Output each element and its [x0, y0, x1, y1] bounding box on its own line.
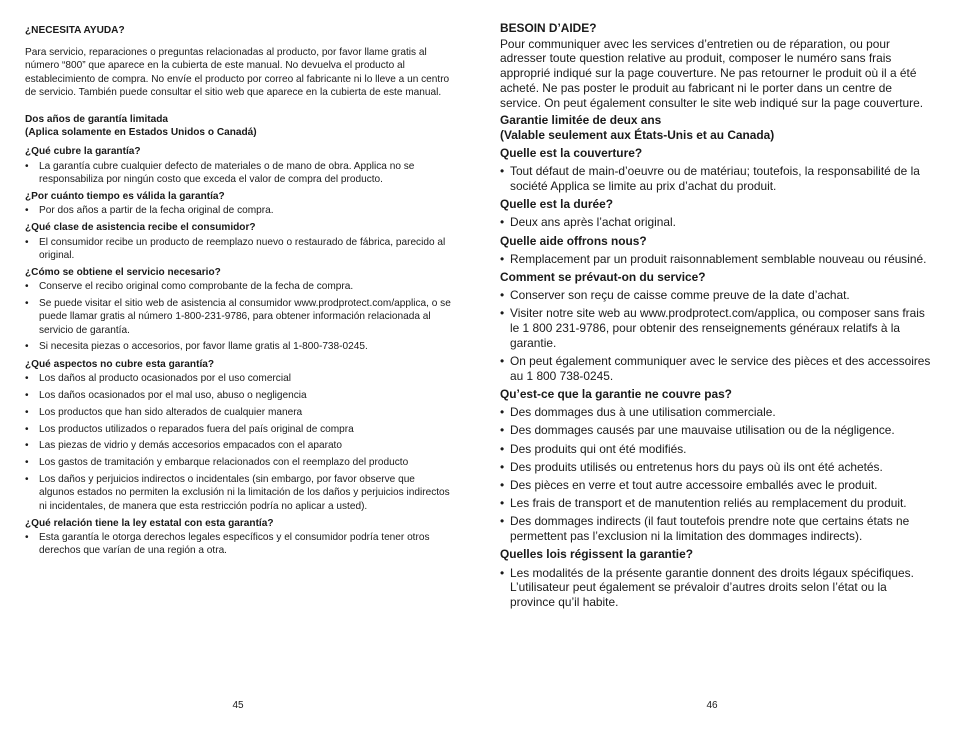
bullet-list [500, 164, 932, 193]
list-item: • Las piezas de vidrio y demás accesorios empacados con el aparato [25, 439, 451, 452]
list-item: • Remplacement par un produit raisonnablement semblable nouveau ou réusiné. [500, 252, 932, 267]
left-column [25, 24, 451, 557]
list-item: • Los productos que han sido alterados de cualquier manera [25, 406, 451, 419]
list-item: • Los daños ocasionados por el mal uso, abuso o negligencia [25, 389, 451, 402]
bullet-list [500, 252, 932, 267]
warranty-section [25, 221, 451, 262]
warranty-heading [500, 113, 932, 142]
warranty-heading-line-1: Dos años de garantía limitada [25, 114, 169, 126]
intro-paragraph: Para servicio, reparaciones o preguntas relacionadas al producto, por favor llame gratis al número “800” que aparece en la cubierta de este manual. No devuelva el producto al establecimiento de compra. No envíe el producto por correo al fabricante ni lo lleve a un centro de servicio. También puede consultar el sitio web que aparece en la cubierta de este manual. [25, 47, 450, 98]
list-item: • Visiter notre site web au www.prodprotect.com/applica, ou composer sans frais le 1 800 231-9786, pour obtenir des renseignements généraux relatifs à la garantie. [500, 306, 932, 350]
section-question: ¿Qué aspectos no cubre esta garantía? [25, 358, 215, 370]
warranty-section [25, 190, 451, 217]
section-question: Quelles lois régissent la garantie? [500, 547, 693, 562]
page-number: 45 [232, 700, 244, 711]
list-item: • Des produits utilisés ou entretenus hors du pays où ils ont été achetés. [500, 460, 932, 475]
list-item: • Conserver son reçu de caisse comme preuve de la date d’achat. [500, 288, 932, 303]
right-page-french [477, 0, 954, 738]
page-number: 46 [706, 700, 718, 711]
warranty-heading-line-2: (Valable seulement aux États-Unis et au Canada) [500, 127, 775, 142]
list-item: • La garantía cubre cualquier defecto de materiales o de mano de obra. Applica no se responsabiliza por ningún costo que exceda el valor de compra del producto. [25, 160, 451, 186]
list-item: • Les modalités de la présente garantie donnent des droits légaux spécifiques. L’utilisateur peut également se prévaloir d’autres droits selon l’état ou la province qu’il habite. [500, 566, 932, 610]
section-question: Quelle est la couverture? [500, 146, 643, 161]
warranty-heading-line-1: Garantie limitée de deux ans [500, 113, 662, 128]
list-item: • Des dommages indirects (il faut toutefois prendre note que certains états ne permettent pas l’exclusion ni la limitation des dommages indirects). [500, 514, 932, 543]
page-title: ¿NECESITA AYUDA? [25, 25, 125, 36]
warranty-section [25, 266, 451, 354]
section-question: Quelle aide offrons nous? [500, 233, 647, 248]
section-question: ¿Por cuánto tiempo es válida la garantía? [25, 191, 225, 203]
section-question: Comment se prévaut-on du service? [500, 270, 706, 285]
section-question: Quelle est la durée? [500, 197, 614, 212]
list-item: • Los productos utilizados o reparados fuera del país original de compra [25, 423, 451, 436]
bullet-list [500, 215, 932, 230]
list-item: • Los gastos de tramitación y embarque relacionados con el reemplazo del producto [25, 456, 451, 469]
section-question: ¿Qué cubre la garantía? [25, 146, 141, 158]
warranty-section [500, 547, 932, 609]
warranty-heading [25, 113, 451, 139]
warranty-section [500, 197, 932, 230]
bullet-list [25, 280, 451, 353]
warranty-section [25, 517, 451, 558]
list-item: • Esta garantía le otorga derechos legales específicos y el consumidor podría tener otros derechos que varían de una región a otra. [25, 531, 451, 557]
right-column [500, 21, 932, 610]
warranty-heading-line-2: (Aplica solamente en Estados Unidos o Canadá) [25, 127, 257, 139]
list-item: • El consumidor recibe un producto de reemplazo nuevo o restaurado de fábrica, parecido al original. [25, 236, 451, 262]
list-item: • Se puede visitar el sitio web de asistencia al consumidor www.prodprotect.com/applica, o se puede llamar gratis al número 1-800-231-9786, para obtener información relacionada al servicio de garantía. [25, 297, 451, 337]
bullet-list [25, 531, 451, 557]
list-item: • Des pièces en verre et tout autre accessoire emballés avec le produit. [500, 478, 932, 493]
list-item: • On peut également communiquer avec le service des pièces et des accessoires au 1 800 738-0245. [500, 354, 932, 383]
warranty-section [25, 145, 451, 186]
list-item: • Des dommages dus à une utilisation commerciale. [500, 405, 932, 420]
section-question: ¿Cómo se obtiene el servicio necesario? [25, 267, 221, 279]
page-title: BESOIN D’AIDE? [500, 21, 597, 35]
bullet-list [500, 566, 932, 610]
warranty-sections [25, 145, 451, 557]
warranty-section [500, 270, 932, 383]
bullet-list [500, 405, 932, 544]
warranty-sections [500, 146, 932, 609]
warranty-section [500, 387, 932, 544]
warranty-section [500, 146, 932, 194]
bullet-list [25, 160, 451, 186]
list-item: • Los daños al producto ocasionados por el uso comercial [25, 372, 451, 385]
list-item: • Des dommages causés par une mauvaise utilisation ou de la négligence. [500, 423, 932, 438]
warranty-section [500, 234, 932, 267]
list-item: • Conserve el recibo original como comprobante de la fecha de compra. [25, 280, 451, 293]
warranty-section [25, 358, 451, 513]
bullet-list [25, 372, 451, 513]
section-question: ¿Qué clase de asistencia recibe el consumidor? [25, 222, 256, 234]
bullet-list [500, 288, 932, 383]
section-question: Qu’est-ce que la garantie ne couvre pas? [500, 386, 732, 401]
list-item: • Deux ans après l’achat original. [500, 215, 932, 230]
intro-paragraph: Pour communiquer avec les services d’entretien ou de réparation, ou pour adresser toute question relative au produit, composer le numéro sans frais approprié indiqué sur la page couverture. Ne pas retourner le produit où il a été acheté. Ne pas poster le produit au fabricant ni le porter dans un centre de service. On peut également consulter le site web indiqué sur la page couverture. [500, 36, 924, 110]
section-question: ¿Qué relación tiene la ley estatal con esta garantía? [25, 517, 274, 529]
bullet-list [25, 204, 451, 217]
bullet-list [25, 236, 451, 262]
list-item: • Por dos años a partir de la fecha original de compra. [25, 204, 451, 217]
list-item: • Si necesita piezas o accesorios, por favor llame gratis al 1-800-738-0245. [25, 340, 451, 353]
list-item: • Des produits qui ont été modifiés. [500, 442, 932, 457]
list-item: • Los daños y perjuicios indirectos o incidentales (sin embargo, por favor observe que algunos estados no permiten la exclusión ni la limitación de los daños y perjuicios indirectos ni incidentales, de manera que esta restricción podría no aplicar a usted). [25, 473, 451, 513]
list-item: • Les frais de transport et de manutention reliés au remplacement du produit. [500, 496, 932, 511]
list-item: • Tout défaut de main-d’oeuvre ou de matériau; toutefois, la responsabilité de la société Applica se limite au prix d’achat du produit. [500, 164, 932, 193]
